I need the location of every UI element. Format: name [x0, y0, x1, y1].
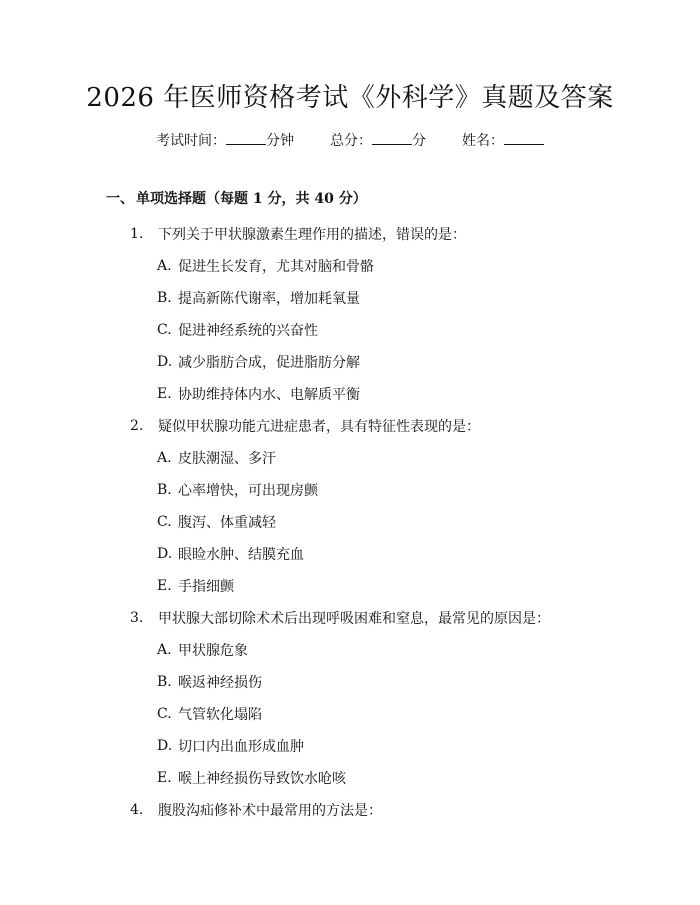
option-text: 协助维持体内水、电解质平衡: [178, 387, 360, 403]
question-text: 腹股沟疝修补术中最常用的方法是：: [158, 803, 382, 819]
option-letter: C.: [157, 322, 172, 338]
option-text: 促进生长发育，尤其对脑和骨骼: [178, 259, 374, 275]
answer-option: [0, 666, 700, 698]
answer-option: [0, 570, 700, 602]
option-letter: B.: [157, 674, 172, 690]
option-text: 心率增快，可出现房颤: [178, 483, 318, 499]
answer-option: [0, 698, 700, 730]
answer-option: [0, 474, 700, 506]
answer-option: [0, 538, 700, 570]
question-number: 2.: [130, 418, 144, 434]
option-text: 喉上神经损伤导致饮水呛咳: [178, 771, 346, 787]
question-stem: [0, 794, 700, 826]
question-stem: [0, 602, 700, 634]
option-letter: E.: [157, 578, 172, 594]
answer-option: [0, 634, 700, 666]
total-score-unit: 分: [412, 133, 426, 149]
exam-time: [156, 130, 294, 152]
option-text: 促进神经系统的兴奋性: [178, 323, 318, 339]
question-text: 下列关于甲状腺激素生理作用的描述，错误的是：: [158, 227, 466, 243]
exam-time-label: 考试时间：: [156, 133, 226, 149]
option-text: 眼睑水肿、结膜充血: [178, 547, 304, 563]
total-score: [330, 130, 426, 152]
option-text: 气管软化塌陷: [178, 707, 262, 723]
question: [0, 410, 700, 602]
question-stem: [0, 410, 700, 442]
section-heading: [106, 188, 367, 210]
option-letter: C.: [157, 706, 172, 722]
option-letter: E.: [157, 386, 172, 402]
option-text: 提高新陈代谢率，增加耗氧量: [178, 291, 360, 307]
option-letter: B.: [157, 482, 172, 498]
answer-option: [0, 314, 700, 346]
option-text: 甲状腺危象: [178, 643, 248, 659]
option-text: 腹泻、体重减轻: [178, 515, 276, 531]
option-letter: D.: [157, 738, 173, 754]
option-text: 切口内出血形成血肿: [178, 739, 304, 755]
option-text: 喉返神经损伤: [178, 675, 262, 691]
option-text: 减少脂肪合成，促进脂肪分解: [178, 355, 360, 371]
option-letter: C.: [157, 514, 172, 530]
student-name: [462, 130, 544, 152]
question-stem: [0, 218, 700, 250]
question-text: 疑似甲状腺功能亢进症患者，具有特征性表现的是：: [158, 419, 480, 435]
section-title: 单项选择题（每题 1 分，共 40 分）: [136, 191, 367, 207]
answer-option: [0, 378, 700, 410]
question: [0, 794, 700, 826]
exam-time-unit: 分钟: [266, 133, 294, 149]
answer-option: [0, 346, 700, 378]
student-name-blank: [504, 130, 544, 145]
answer-option: [0, 282, 700, 314]
option-letter: A.: [157, 642, 172, 658]
option-letter: B.: [157, 290, 172, 306]
answer-option: [0, 762, 700, 794]
answer-option: [0, 442, 700, 474]
question: [0, 218, 700, 410]
option-letter: D.: [157, 546, 173, 562]
option-letter: A.: [157, 258, 172, 274]
answer-option: [0, 250, 700, 282]
option-letter: E.: [157, 770, 172, 786]
question-number: 3.: [130, 610, 144, 626]
question: [0, 602, 700, 794]
option-letter: D.: [157, 354, 173, 370]
total-score-label: 总分：: [330, 133, 372, 149]
section-number: 一、: [106, 191, 134, 207]
total-score-blank: [372, 130, 412, 145]
option-letter: A.: [157, 450, 172, 466]
question-text: 甲状腺大部切除术术后出现呼吸困难和窒息，最常见的原因是：: [158, 611, 550, 627]
exam-time-blank: [226, 130, 266, 145]
option-text: 手指细颤: [178, 579, 234, 595]
student-name-label: 姓名：: [462, 133, 504, 149]
option-text: 皮肤潮湿、多汗: [178, 451, 276, 467]
answer-option: [0, 730, 700, 762]
question-number: 4.: [130, 802, 144, 818]
question-list: [0, 218, 700, 826]
exam-info: [0, 130, 700, 152]
page-title: 2026 年医师资格考试《外科学》真题及答案: [86, 83, 614, 113]
answer-option: [0, 506, 700, 538]
question-number: 1.: [130, 226, 144, 242]
